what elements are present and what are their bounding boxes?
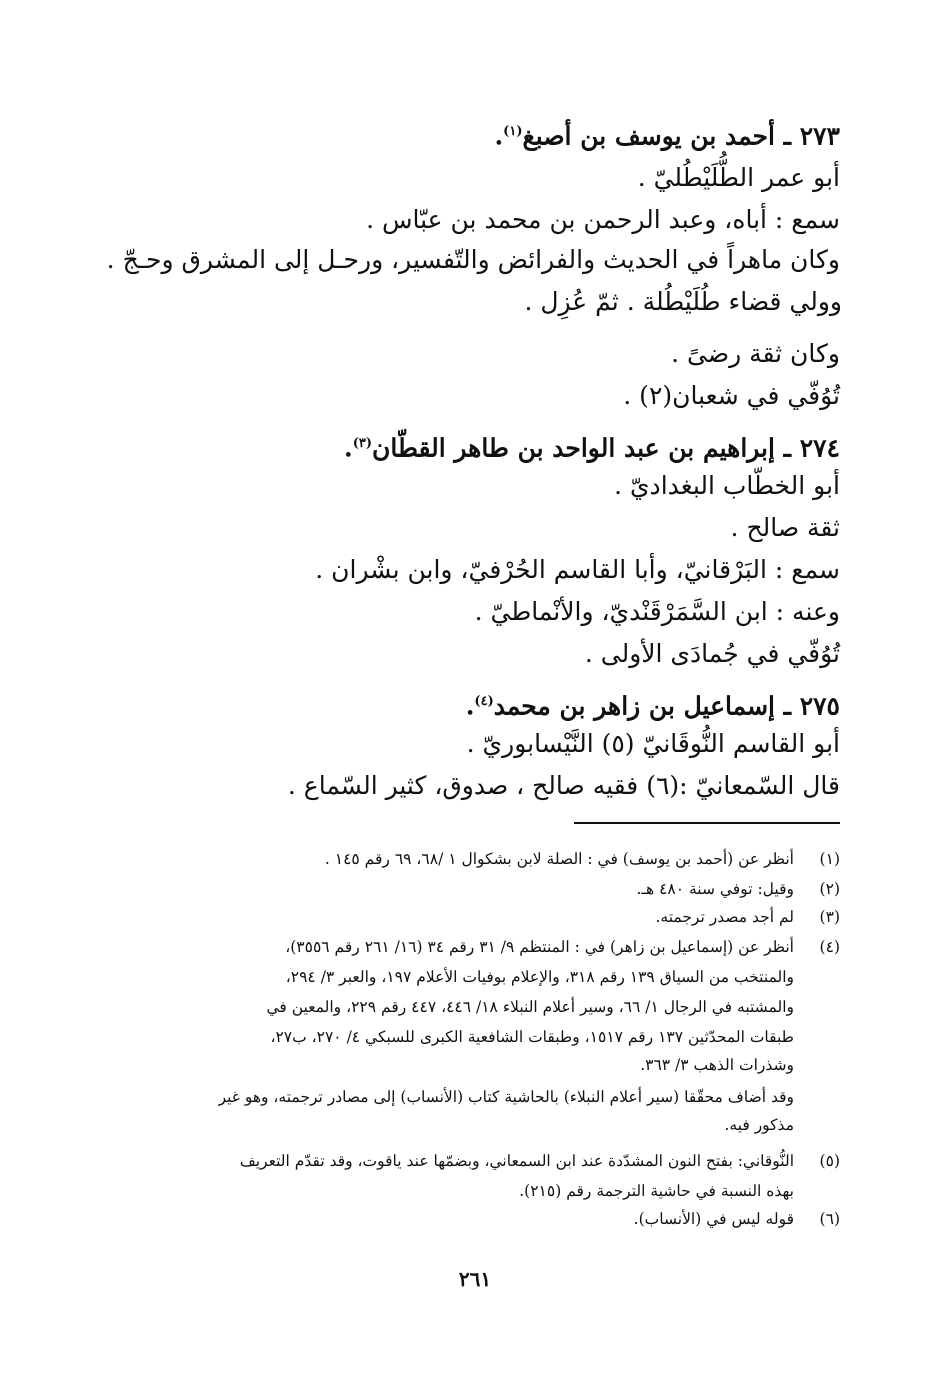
entry-line: تُوُفّي في شعبان(٢) . [623,381,840,410]
footnote [240,1146,840,1176]
entry-heading [494,112,840,156]
footnote [325,844,840,874]
page-number: ٢٦١ [458,1267,492,1291]
footnote [634,1204,840,1234]
entry-line: ثقة صالح . [730,513,840,542]
entry-heading-end: . [465,691,475,721]
footnote-line: بهذه النسبة في حاشية الترجمة رقم (٢١٥). [519,1182,794,1200]
footnote-rule [574,822,840,824]
footnote-text: أنظر عن (إسماعيل بن زاهر) في : المنتظم ٩/ ٣١ رقم ٣٤ (١٦/ ٢٦١ رقم ٣٥٥٦)، [285,938,794,956]
entry-line: سمع : البَرْقانيّ، وأبا القاسم الحُرْفيّ، وابن بشْران . [315,555,840,584]
footnote-text: وقيل: توفي سنة ٤٨٠ هـ. [636,880,794,898]
footnote-text: النُّوقاني: بفتح النون المشدّدة عند ابن السمعاني، وبضمّها عند ياقوت، وقد تقدّم التعريف [239,1152,794,1170]
entry-line: تُوُفّي في جُمادَى الأولى . [584,639,840,668]
footnote-text: قوله ليس في (الأنساب). [633,1210,794,1228]
entry-line: أبو عمر الطُّلَيْطُليّ . [637,163,840,192]
entry-heading-end: . [343,433,353,463]
entry-line: وكان ثقة رضىً . [671,339,840,368]
footnote-number: (١) [819,850,840,868]
footnote-ref: (٣) [352,436,372,451]
footnote-ref: (١) [503,124,523,139]
entry-line: وكان ماهراً في الحديث والفرائض والتّفسير، ورحـل إلى المشرق وحـجّ . [106,245,840,274]
footnote [285,932,840,962]
footnote-number: (٢) [819,880,840,898]
entry-line: أبو الخطّاب البغداديّ . [614,471,840,500]
entry-line: سمع : أباه، وعبد الرحمن بن محمد بن عبّاس . [366,205,840,234]
entry-line: وولي قضاء طُلَيْطُلة . ثمّ عُزِل . [524,287,842,316]
footnote-line: والمشتبه في الرجال ١/ ٦٦، وسير أعلام النبلاء ١٨/ ٤٤٦، ٤٤٧ رقم ٢٢٩، والمعين في [266,998,794,1016]
footnote-number: (٥) [819,1152,840,1170]
entry-heading [344,424,840,468]
footnote-text: لم أجد مصدر ترجمته. [655,908,794,926]
entry-heading [466,682,840,726]
entry-heading-text: ٢٧٤ ـ إبراهيم بن عبد الواحد بن طاهر القطّان [371,433,840,463]
footnote-line: طبقات المحدّثين ١٣٧ رقم ١٥١٧، وطبقات الشافعية الكبرى للسبكي ٤/ ٢٧٠، ب٢٧، [270,1028,794,1046]
entry-heading-text: ٢٧٥ ـ إسماعيل بن زاهر بن محمد [493,691,840,721]
footnote-line: مذكور فيه. [724,1116,794,1134]
footnote-line: والمنتخب من السياق ١٣٩ رقم ٣١٨، والإعلام بوفيات الأعلام ١٩٧، والعبر ٣/ ٢٩٤، [285,968,794,986]
footnote [636,874,840,904]
entry-line: وعنه : ابن السَّمَرْقَنْديّ، والأنْماطيّ . [474,597,840,626]
entry-heading-text: ٢٧٣ ـ أحمد بن يوسف بن أصبغ [522,121,840,151]
footnote-text: أنظر عن (أحمد بن يوسف) في : الصلة لابن بشكوال ١ /٦٨، ٦٩ رقم ١٤٥ . [324,850,794,868]
entry-line: قال السّمعانيّ :(٦) فقيه صالح ، صدوق، كثير السّماع . [287,771,840,800]
footnote [655,902,840,932]
footnote-number: (٦) [819,1210,840,1228]
footnote-line: وقد أضاف محقّقا (سير أعلام النبلاء) بالحاشية كتاب (الأنساب) إلى مصادر ترجمته، وهو غير [218,1088,794,1106]
footnote-line: وشذرات الذهب ٣/ ٣٦٣. [640,1056,794,1074]
footnote-ref: (٤) [474,694,494,709]
footnote-number: (٣) [819,908,840,926]
entry-line: أبو القاسم النُّوقَانيّ (٥) النَّيْسابوريّ . [466,729,840,758]
entry-heading-end: . [494,121,504,151]
footnote-number: (٤) [819,938,840,956]
